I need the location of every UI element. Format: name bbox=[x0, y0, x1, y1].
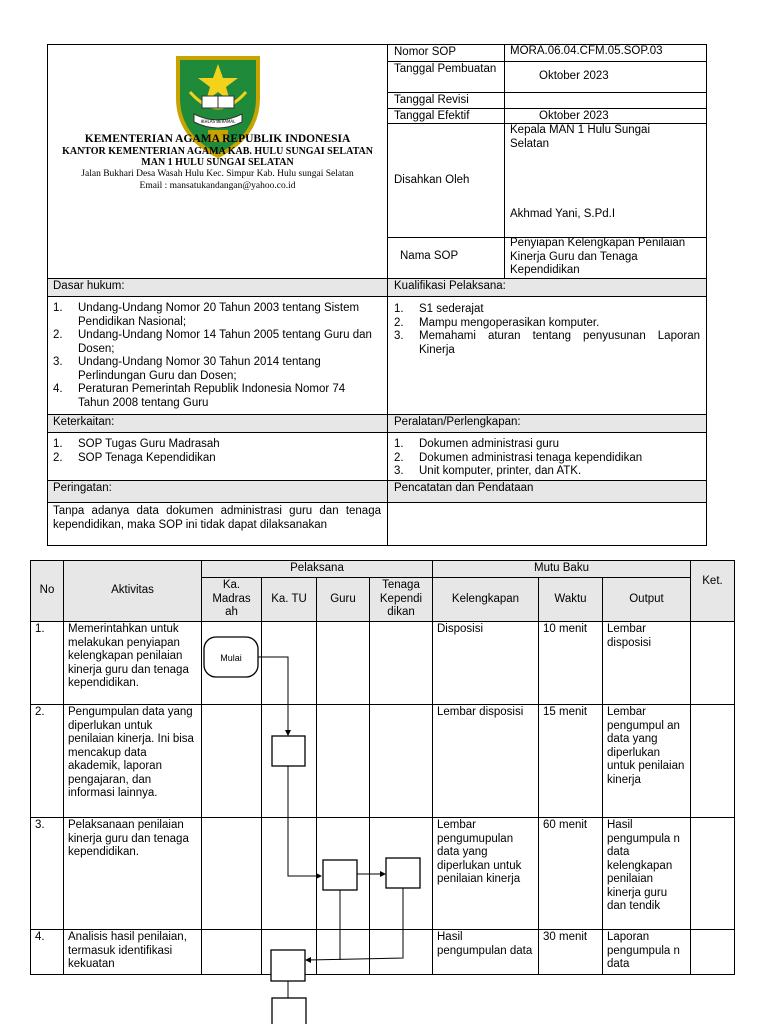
list-item: 3. Memahami aturan tentang penyusunan Laporan Kinerja bbox=[394, 330, 700, 356]
disahkan-label: Disahkan Oleh bbox=[394, 174, 470, 186]
process-box-guru bbox=[323, 860, 357, 890]
row-kelengkapan: Hasil pengumpulan data bbox=[433, 930, 539, 975]
dasar-hukum-title: Dasar hukum: bbox=[53, 280, 125, 292]
pencatatan-title: Pencatatan dan Pendataan bbox=[394, 482, 534, 494]
nomor-sop-value: MORA.06.04.CFM.05.SOP.03 bbox=[510, 45, 663, 57]
row-aktivitas: Analisis hasil penilaian, termasuk identifikasi kekuatan bbox=[64, 930, 202, 975]
email: Email : mansatukandangan@yahoo.co.id bbox=[139, 181, 296, 191]
peralatan-title: Peralatan/Perlengkapan: bbox=[394, 416, 521, 428]
process-box-tenaga bbox=[386, 858, 420, 888]
keterkaitan-title: Keterkaitan: bbox=[53, 416, 115, 428]
list-item: 3. Undang-Undang Nomor 30 Tahun 2014 tentang Perlindungan Guru dan Dosen; bbox=[53, 356, 321, 382]
row-output: Hasil pengumpula n data kelengkapan penilaian kinerja guru dan tendik bbox=[603, 818, 691, 930]
row-kelengkapan: Disposisi bbox=[433, 622, 539, 705]
nama-sop-value: Penyiapan Kelengkapan Penilaian Kinerja Guru dan Tenaga Kependidikan bbox=[510, 237, 686, 276]
list-item: 2. Dokumen administrasi tenaga kependidikan bbox=[394, 451, 643, 464]
col-no: No bbox=[31, 561, 64, 622]
row-output: Lembar pengumpul an data yang diperlukan untuk penilaian kinerja bbox=[603, 705, 691, 818]
col-pelaksana: Pelaksana bbox=[202, 561, 433, 578]
disahkan-name: Akhmad Yani, S.Pd.I bbox=[510, 208, 616, 220]
row-aktivitas: Pelaksanaan penilaian kinerja guru dan tenaga kependidikan. bbox=[64, 818, 202, 930]
col-mutu-baku: Mutu Baku bbox=[433, 561, 691, 578]
list-item: 2. SOP Tenaga Kependidikan bbox=[53, 451, 216, 464]
tanggal-efektif-value: Oktober 2023 bbox=[539, 110, 609, 122]
row-aktivitas: Memerintahkan untuk melakukan penyiapan kelengkapan penilaian kinerja guru dan tenaga kependidikan. bbox=[64, 622, 202, 705]
kualifikasi-title: Kualifikasi Pelaksana: bbox=[394, 280, 506, 292]
col-tenaga: Tenaga Kependi dikan bbox=[370, 578, 433, 622]
row-waktu: 10 menit bbox=[539, 622, 603, 705]
disahkan-title: Kepala MAN 1 Hulu Sungai Selatan bbox=[510, 124, 650, 150]
col-guru: Guru bbox=[317, 578, 370, 622]
list-item: 2. Mampu mengoperasikan komputer. bbox=[394, 316, 600, 329]
address: Jalan Bukhari Desa Wasah Hulu Kec. Simpur Kab. Hulu sungai Selatan bbox=[81, 169, 354, 179]
process-box-ka-tu-2 bbox=[271, 950, 305, 981]
peringatan-text: Tanpa adanya data dokumen administrasi guru dan tenaga kependidikan, maka SOP ini tidak dapat dilaksanakan bbox=[53, 505, 381, 531]
row-kelengkapan: Lembar disposisi bbox=[433, 705, 539, 818]
row-kelengkapan: Lembar pengumupulan data yang diperlukan untuk penilaian kinerja bbox=[433, 818, 539, 930]
list-item: 1. Undang-Undang Nomor 20 Tahun 2003 tentang Sistem Pendidikan Nasional; bbox=[53, 302, 360, 328]
list-item: 3. Unit komputer, printer, dan ATK. bbox=[394, 465, 582, 477]
list-item: 4. Peraturan Pemerintah Republik Indonesia Nomor 74 Tahun 2008 tentang Guru bbox=[53, 383, 346, 409]
row-no: 2. bbox=[31, 705, 64, 818]
flow-connector bbox=[258, 657, 288, 734]
tanggal-revisi-label: Tanggal Revisi bbox=[394, 94, 469, 106]
row-no: 4. bbox=[31, 930, 64, 975]
list-item: 1. S1 sederajat bbox=[394, 303, 484, 315]
flow-connector bbox=[308, 888, 403, 960]
arrow-head bbox=[285, 730, 291, 736]
process-box-ka-tu bbox=[272, 736, 305, 766]
arrow-head bbox=[380, 871, 386, 877]
row-aktivitas: Pengumpulan data yang diperlukan untuk penilaian kinerja. Ini bisa mencakup data akademik, laporan pengajaran, dan informasi lainnya. bbox=[64, 705, 202, 818]
row-no: 3. bbox=[31, 818, 64, 930]
svg-text:IKHLAS BERAMAL: IKHLAS BERAMAL bbox=[200, 119, 236, 124]
arrow-head bbox=[316, 873, 322, 879]
tanggal-pembuatan-value: Oktober 2023 bbox=[539, 70, 609, 82]
list-item: 2. Undang-Undang Nomor 14 Tahun 2005 tentang Guru dan Dosen; bbox=[53, 329, 372, 355]
office-name: KANTOR KEMENTERIAN AGAMA KAB. HULU SUNGAI SELATAN bbox=[62, 146, 373, 157]
col-ka-madrasah: Ka. Madras ah bbox=[202, 578, 262, 622]
row-waktu: 30 menit bbox=[539, 930, 603, 975]
col-kelengkapan: Kelengkapan bbox=[433, 578, 539, 622]
school-name: MAN 1 HULU SUNGAI SELATAN bbox=[141, 157, 294, 168]
process-box-ka-tu-3 bbox=[272, 998, 306, 1024]
col-ka-tu: Ka. TU bbox=[262, 578, 317, 622]
tanggal-pembuatan-label: Tanggal Pembuatan bbox=[394, 63, 497, 75]
tanggal-efektif-label: Tanggal Efektif bbox=[394, 110, 470, 122]
start-label: Mulai bbox=[220, 653, 242, 663]
col-aktivitas: Aktivitas bbox=[64, 561, 202, 622]
ministry-name: KEMENTERIAN AGAMA REPUBLIK INDONESIA bbox=[84, 133, 351, 145]
col-waktu: Waktu bbox=[539, 578, 603, 622]
list-item: 1. Dokumen administrasi guru bbox=[394, 438, 559, 450]
col-output: Output bbox=[603, 578, 691, 622]
row-no: 1. bbox=[31, 622, 64, 705]
arrow-head bbox=[305, 957, 311, 963]
nomor-sop-label: Nomor SOP bbox=[394, 46, 456, 58]
flow-connector bbox=[288, 766, 320, 876]
list-item: 1. SOP Tugas Guru Madrasah bbox=[53, 438, 220, 450]
row-waktu: 60 menit bbox=[539, 818, 603, 930]
row-output: Laporan pengumpula n data bbox=[603, 930, 691, 975]
row-output: Lembar disposisi bbox=[603, 622, 691, 705]
col-ket: Ket. bbox=[691, 561, 735, 622]
nama-sop-label: Nama SOP bbox=[400, 250, 459, 262]
row-waktu: 15 menit bbox=[539, 705, 603, 818]
peringatan-title: Peringatan: bbox=[53, 482, 112, 494]
